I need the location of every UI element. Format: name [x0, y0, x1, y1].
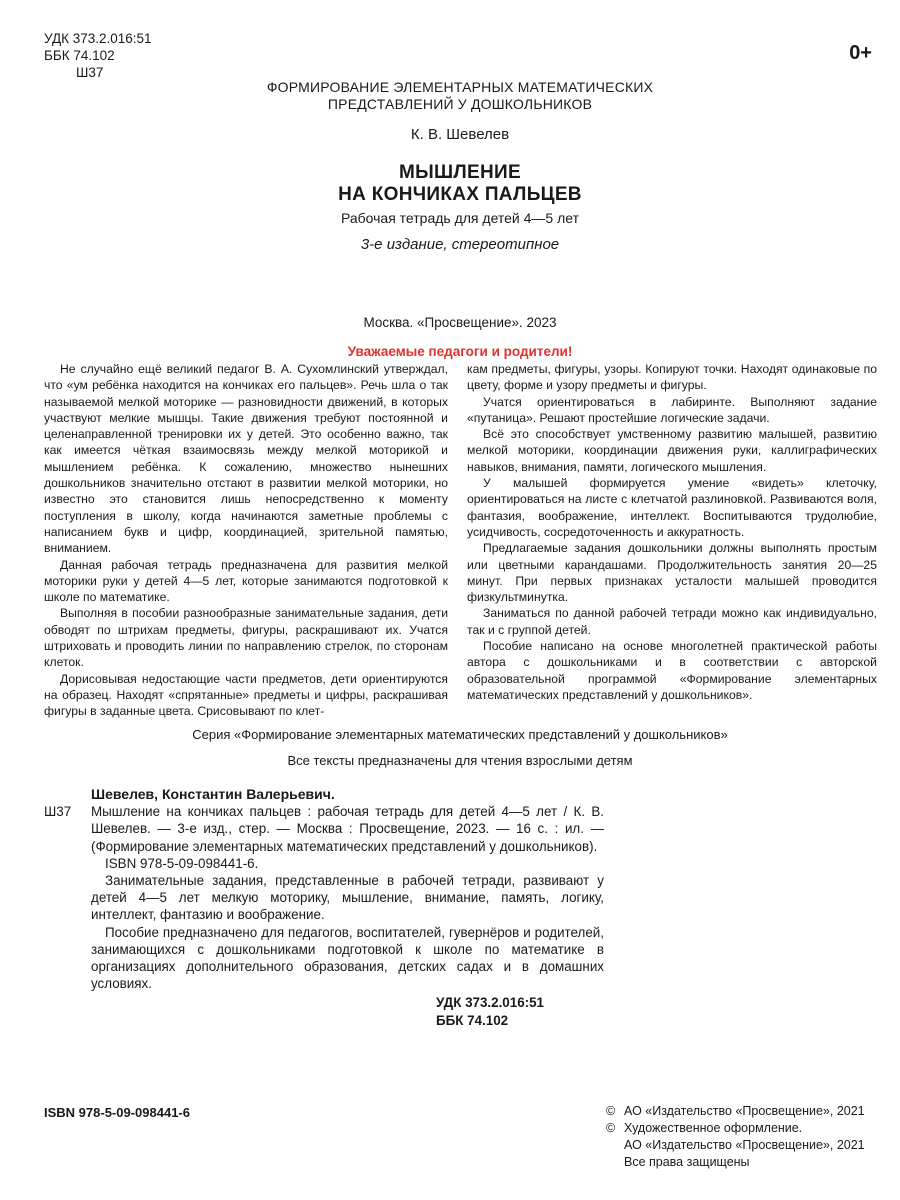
copyright-symbol: ©: [606, 1121, 616, 1135]
series-title-line1: ФОРМИРОВАНИЕ ЭЛЕМЕНТАРНЫХ МАТЕМАТИЧЕСКИХ: [266, 79, 654, 95]
publisher-line: Москва. «Просвещение». 2023: [363, 315, 557, 330]
book-title-line2: НА КОНЧИКАХ ПАЛЬЦЕВ: [338, 184, 582, 205]
biblio-author: Шевелев, Константин Валерьевич.: [91, 786, 335, 802]
biblio-annotation: Пособие предназначено для педагогов, воспитателей, гувернёров и родителей, занимающихся с дошкольниками подготовкой к школе по математике в организациях дополнительного образования, детских садах и в домашних условиях.: [91, 924, 604, 992]
paragraph: Заниматься по данной рабочей тетради можно как индивидуально, так и с группой детей.: [467, 606, 877, 637]
bbk-code: ББК 74.102: [44, 48, 115, 63]
copyright-block: [606, 1103, 865, 1171]
paragraph: Предлагаемые задания дошкольники должны выполнять простым или цветными карандашами. Продолжительность занятия 20—25 минут. При первых признаках усталости малышей проводится физкультминутка.: [467, 541, 877, 605]
paragraph: Выполняя в пособии разнообразные занимательные задания, дети обводят по штрихам предметы, фигуры, раскрашивают их. Учатся штриховать и проводить линии по направлению стрелок, по сторонам клеток.: [44, 606, 448, 670]
paragraph: Не случайно ещё великий педагог В. А. Сухомлинский утверждал, что «ум ребёнка находится на кончиках его пальцев». Речь шла о так называемой мелкой моторике — разновидности движений, в которых участвуют мелкие мышцы. Такие движения требуют постоянной и целенаправленной тренировки их у детей. Это особенно важно, так как имеется чёткая взаимосвязь между мелкой моторикой и мышлением ребёнка. К сожалению, множество нынешних дошкольников значительно отстают в развитии мелкой моторики, но известно это становится лишь непосредственно к моменту поступления в школу, когда начинаются заметные проблемы с написанием букв и цифр, координацией, зрительной памятью, вниманием.: [44, 362, 448, 556]
copyright-line: АО «Издательство «Просвещение», 2021: [624, 1104, 865, 1118]
notice-heading: Уважаемые педагоги и родители!: [347, 344, 573, 359]
biblio-bbk: ББК 74.102: [436, 1012, 509, 1028]
copyright-line: Все права защищены: [624, 1155, 750, 1169]
intro-right-column: [467, 361, 877, 703]
author-mark: Ш37: [76, 65, 104, 80]
biblio-udk: УДК 373.2.016:51: [436, 995, 545, 1011]
biblio-isbn: ISBN 978-5-09-098441-6.: [105, 855, 259, 871]
intro-left-column: [44, 361, 448, 720]
book-title: [0, 162, 900, 206]
copyright-symbol: ©: [606, 1104, 616, 1118]
paragraph: Данная рабочая тетрадь предназначена для развития мелкой моторики руки у детей 4—5 лет, которые занимаются подготовкой к школе по математике.: [44, 557, 448, 605]
series-title: [0, 79, 900, 113]
paragraph: Всё это способствует умственному развитию малышей, развитию мелкой моторики, координации движения руки, каллиграфических навыков, внимания, памяти, логического мышления.: [467, 427, 877, 474]
biblio-description: Мышление на кончиках пальцев : рабочая тетрадь для детей 4—5 лет / К. В. Шевелев. — 3-е изд., стер. — Москва : Просвещение, 2023. — 16 с. : ил. — (Формирование элементарных математических представлений у дошкольников).: [91, 804, 604, 854]
paragraph: У малышей формируется умение «видеть» клеточку, ориентироваться на листе с клетчатой разлиновкой. Развиваются воля, фантазия, воображение, интеллект. Воспитываются трудолюбие, усидчивость, сосредоточенность и аккуратность.: [467, 476, 877, 539]
book-title-line1: МЫШЛЕНИЕ: [399, 162, 521, 183]
edition-note: 3-е издание, стереотипное: [360, 236, 560, 253]
adult-reading-note: Все тексты предназначены для чтения взрослыми детям: [287, 753, 633, 768]
copyright-line: АО «Издательство «Просвещение», 2021: [624, 1138, 865, 1152]
catalog-codes: [44, 30, 152, 81]
paragraph-continuation: кам предметы, фигуры, узоры. Копируют точки. Находят одинаковые по цвету, форме и узору предметы и фигуры.: [467, 362, 877, 393]
age-rating: 0+: [849, 42, 872, 64]
series-line: Серия «Формирование элементарных математических представлений у дошкольников»: [192, 727, 728, 742]
series-title-line2: ПРЕДСТАВЛЕНИЙ У ДОШКОЛЬНИКОВ: [327, 96, 593, 112]
paragraph: Дорисовывая недостающие части предметов, дети ориентируются на образец. Находят «спрятанные» предметы и цифры, раскрашивая фигуры в заданные цвета. Срисовывают по клет-: [44, 671, 448, 719]
bibliographic-record: [44, 786, 604, 1029]
author-name: К. В. Шевелев: [410, 126, 510, 143]
biblio-body: [91, 803, 604, 992]
biblio-codes: [436, 994, 604, 1028]
paragraph: Учатся ориентироваться в лабиринте. Выполняют задание «путаница». Решают простейшие логические задачи.: [467, 394, 877, 425]
book-subtitle: Рабочая тетрадь для детей 4—5 лет: [340, 210, 580, 226]
udk-code: УДК 373.2.016:51: [44, 31, 152, 46]
biblio-mark: Ш37: [44, 804, 72, 820]
copyright-line: Художественное оформление.: [624, 1121, 803, 1135]
paragraph: Пособие написано на основе многолетней практической работы автора с дошкольниками и в соответствии с авторской образовательной программой «Формирование элементарных математических представлений у дошкольников».: [467, 639, 877, 702]
isbn-bottom: ISBN 978-5-09-098441-6: [44, 1105, 190, 1120]
biblio-annotation: Занимательные задания, представленные в рабочей тетради, развивают у детей 4—5 лет мелкую моторику, мышление, внимание, память, логику, интеллект, фантазию и воображение.: [91, 873, 604, 923]
